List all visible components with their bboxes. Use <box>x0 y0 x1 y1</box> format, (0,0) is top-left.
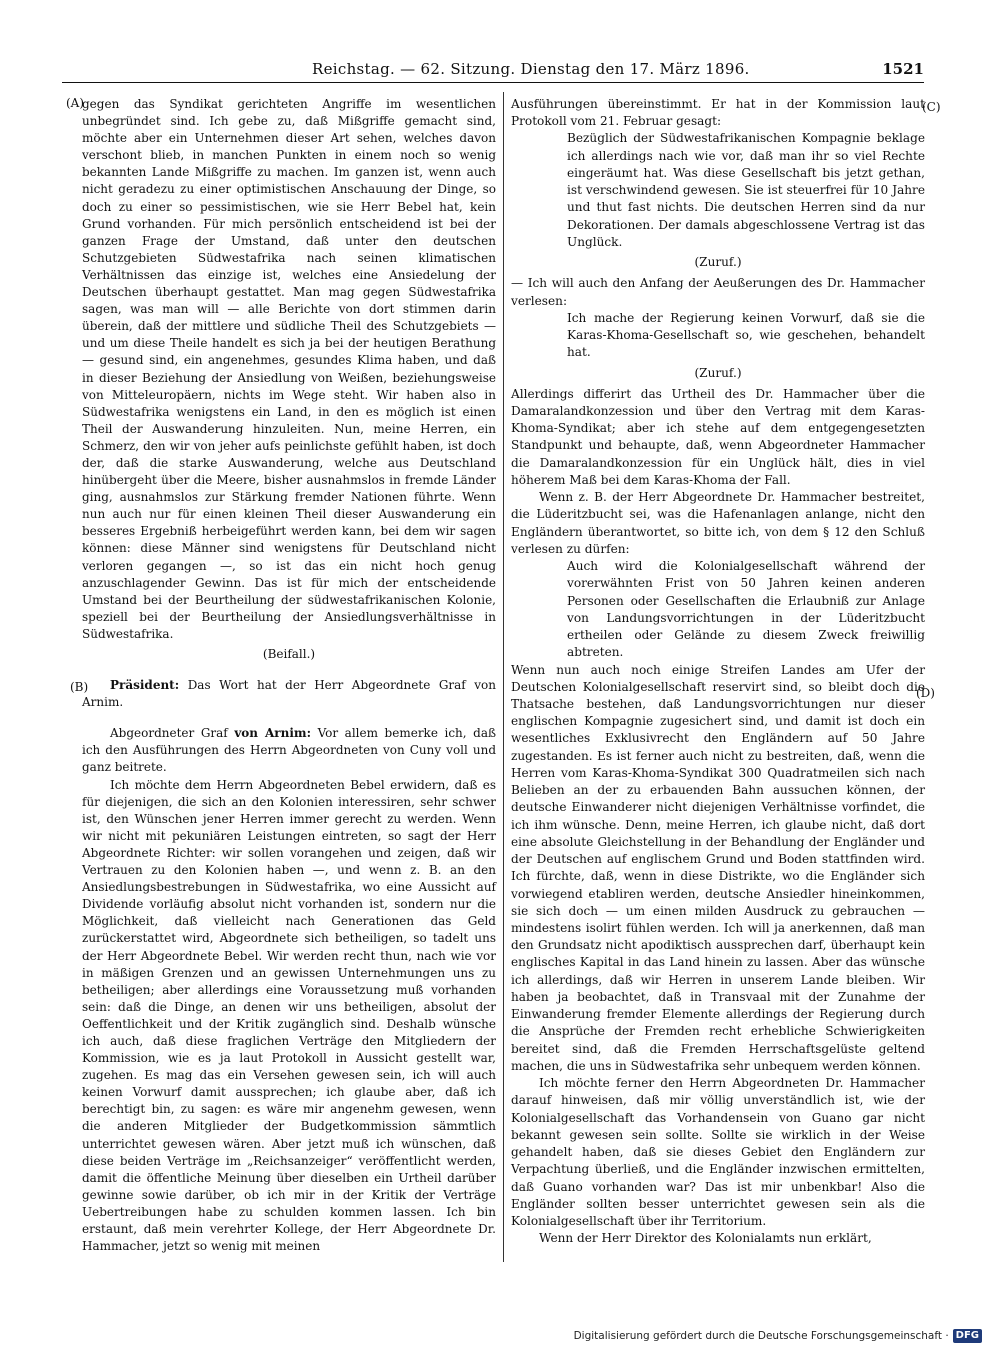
paragraph: Ich möchte dem Herrn Abgeordneten Bebel erwidern, daß es für diejenigen, die sich an den Kolonien interessiren, sehr schwer ist, den Wünschen jener Herren immer gerecht zu werden. Wenn wir nicht mit pekuniären Leistungen eintreten, so sagt der Herr Abgeordnete Richter: wir sollen vorangehen und zeigen, daß wir Vertrauen zu den Kolonien haben —, und wenn z. B. an den Ansiedlungsbestrebungen in Südwestafrika, wo eine Aussicht auf Dividende vorläufig absolut nicht vorhanden ist, sondern nur die Möglichkeit, daß vielleicht nach Generationen das Geld zurückerstattet wird, Abgeordnete sich betheiligen, so tadelt uns der Herr Abgeordnete Bebel. Wir werden recht thun, nach wie vor in mäßigen Grenzen und an gewissen Unternehmungen uns zu betheiligen; aber allerdings eine Voraussetzung muß vorhanden sein: daß die Dinge, an denen wir uns betheiligen, absolut der Oeffentlichkeit und der Kritik zugänglich sind. Deshalb wünsche ich auch, daß diese fraglichen Verträge den Mitgliedern der Kommission, wie es ja laut Protokoll in Aussicht gestellt war, zugehen. Es mag das ein Versehen gewesen sein, ich will auch keinen Vorwurf damit aussprechen; ich glaube aber, daß ich berechtigt bin, zu sagen: es wäre mir angenehm gewesen, wenn die anderen Mitglieder der Budgetkommission sämmtlich unterrichtet gewesen wären. Aber jetzt muß ich wünschen, daß diese beiden Verträge im „Reichsanzeiger“ veröffentlicht werden, damit die öffentliche Meinung über dieselben ein Urtheil darüber gewinne sowie darüber, ob ich mir in der Kritik der Verträge Uebertreibungen habe zu schulden kommen lassen. Ich bin erstaunt, daß mein verehrter Kollege, der Herr Abgeordnete Dr. Hammacher, jetzt so wenig mit meinen <box>82 777 496 1254</box>
margin-marker-a: (A) <box>66 96 85 110</box>
stage-direction: (Zuruf.) <box>694 365 742 380</box>
margin-marker-b: (B) <box>70 680 89 694</box>
paragraph: Wenn nun auch noch einige Streifen Landes am Ufer der Deutschen Kolonialgesellschaft reservirt sind, so bleibt doch die Thatsache bestehen, daß Landungsvorrichtungen nur dieser englischen Kompagnie zugesichert sind, und damit ist doch ein wesentliches Exklusivrecht den Engländern auf 50 Jahre zugestanden. Es ist ferner auch nicht zu bestreiten, daß, wenn die Herren vom Karas-Khoma-Syndikat 300 Quadratmeilen sich nach Belieben an der zu erbauenden Bahn aussuchen können, der deutsche Einwanderer nicht diejenigen Verhältnisse vorfindet, die ich ihm wünsche. Denn, meine Herren, ich glaube nicht, daß dort eine absolute Gleichstellung in der Behandlung der Engländer und der Deutschen auf englischem Grund und Boden stattfinden wird. Ich fürchte, daß, wenn in diese Distrikte, wo die Engländer sich vorwiegend etabliren werden, deutsche Ansiedler hineinkommen, sie sich doch — um einen milden Ausdruck zu gebrauchen — mindestens isolirt fühlen werden. Ich will ja anerkennen, daß man den Grundsatz nicht apodiktisch aussprechen darf, überhaupt kein englisches Kapital in das Land hinein zu lassen. Aber das wünsche ich allerdings, daß wir Herren in unserem Lande bleiben. Wir haben ja beobachtet, daß in Transvaal mit der Zunahme der Einwanderung fremder Elemente allerdings der Regierung durch die Ansprüche der Fremden recht erhebliche Schwierigkeiten bereitet sind, daß die Fremden Herrschaftsgelüste geltend machen, die uns in Südwestafrika sehr unbequem werden können. <box>511 662 925 1073</box>
digitization-credit <box>574 1328 982 1344</box>
speaker-name: Präsident: <box>110 678 180 693</box>
margin-marker-c: (C) <box>922 100 941 114</box>
speech-president <box>82 677 496 711</box>
dfg-logo-icon: DFG <box>953 1329 982 1343</box>
header-rule <box>62 82 924 83</box>
paragraph: — Ich will auch den Anfang der Aeußerungen des Dr. Hammacher verlesen: <box>511 276 925 308</box>
running-title: Reichstag. — 62. Sitzung. Dienstag den 17. März 1896. <box>312 60 750 78</box>
block-quote: Ich mache der Regierung keinen Vorwurf, daß sie die Karas-Khoma-Gesellschaft so, wie geschehen, behandelt hat. <box>567 310 925 360</box>
paragraph: Wenn der Herr Direktor des Kolonialamts nun erklärt, <box>539 1231 872 1246</box>
credit-text: Digitalisierung gefördert durch die Deutsche Forschungsgemeinschaft · <box>573 1330 949 1342</box>
block-quote: Auch wird die Kolonialgesellschaft während der vorerwähnten Frist von 50 Jahren keinen anderen Personen oder Gesellschaften die Erlaubniß zur Anlage von Landungsvorrichtungen in der Lüderitzbucht ertheilen oder Gelände zu diesem Zweck freiwillig abtreten. <box>567 559 925 660</box>
margin-marker-d: (D) <box>916 686 935 700</box>
speech-text: Vor allem bemerke ich, daß ich den Ausführungen des Herrn Abgeordneten von Cuny voll und ganz beitrete. <box>82 726 497 775</box>
page-header <box>62 58 924 80</box>
block-quote: Bezüglich der Südwestafrikanischen Kompagnie beklage ich allerdings nach wie vor, daß man ihr so viel Rechte eingeräumt hat. Was diese Gesellschaft bis jetzt gethan, ist verschwindend gewesen. Sie ist steuerfrei für 10 Jahre und thut fast nichts. Die deutschen Herren sind da nur Dekorationen. Der damals abgeschlossene Vertrag ist das Unglück. <box>567 131 925 249</box>
paragraph: Ich möchte ferner den Herrn Abgeordneten Dr. Hammacher darauf hinweisen, daß mir völlig unverständlich ist, wie der Kolonialgesellschaft das Vorhandensein von Guano gar nicht bekannt gewesen sein sollte. Sollte sie wirklich in der Weise gehandelt haben, daß sie dieses Gebiet den Engländern zur Verpachtung überließ, und die Engländer inzwischen ermittelten, daß Guano vorhanden war? Das ist mir unbenkbar! Also die Engländer sollten besser unterrichtet gewesen sein als die Kolonialgesellschaft über ihr Territorium. <box>511 1076 925 1228</box>
page-number: 1521 <box>882 60 924 78</box>
speech-arnim <box>82 725 496 776</box>
speech-text: Das Wort hat der Herr Abgeordnete Graf von Arnim. <box>82 678 496 710</box>
right-column <box>511 96 925 1247</box>
speaker-title: Abgeordneter Graf <box>110 726 235 741</box>
paragraph: Allerdings differirt das Urtheil des Dr. Hammacher über die Damaralandkonzession und über den Vertrag mit dem Karas-Khoma-Syndikat; aber ich stehe auf dem entgegengesetzten Standpunkt und behaupte, daß, wenn Abgeordneter Hammacher die Damaralandkonzession für ein Unglück hält, dies in viel höherem Maß bei dem Karas-Khoma der Fall. <box>511 386 925 487</box>
paragraph: gegen das Syndikat gerichteten Angriffe im wesentlichen unbegründet sind. Ich gebe zu, daß Mißgriffe gemacht sind, möchte aber ein Unternehmen dieser Art sehen, welches davon verschont blieb, in manchen Punkten in einem noch so wenig bekannten Lande Mißgriffe zu machen. Im ganzen ist, wenn auch nicht geradezu zu einer optimistischen Anschauung der Dinge, so doch zu einer so pessimistischen, wie sie Herr Bebel hat, kein Grund vorhanden. Für mich persönlich entscheidend ist bei der ganzen Frage der Umstand, daß unter den deutschen Schutzgebieten Südwestafrika nach seinen klimatischen Verhältnissen das einzige ist, welches eine Ansiedelung der Deutschen überhaupt gestattet. Man mag gegen Südwestafrika sagen, was man will — alle Berichte von dort stimmen darin überein, daß der mittlere und südliche Theil des Schutzgebiets — und um diese Theile handelt es sich ja bei der heutigen Berathung — gesund sind, ein angenehmes, gesundes Klima haben, und daß in dieser Beziehung der Ansiedlung von Weißen, beziehungsweise von Mitteleuropäern, nichts im Wege steht. Wir haben also in Südwestafrika wenigstens ein Land, in den es möglich ist einen Theil der Auswanderung hinzuleiten. Nun, meine Herren, ein Schmerz, den wir von jeher aufs peinlichste gefühlt haben, ist doch der, daß die starke Auswanderung, welche aus Deutschland hinübergeht über die Meere, bisher ausnahmslos in fremde Länder ging, ausnahmslos zur Stärkung fremder Nationen führte. Wenn nun auch nur für einen kleinen Theil dieser Auswanderung ein besseres Ergebniß herbeigeführt werden kann, bei dem wir sagen können: diese Männer sind wenigstens für Deutschland nicht verloren gegangen —, so ist das ein nicht hoch genug anzuschlagender Gewinn. Das ist für mich der entscheidende Umstand bei der Beurtheilung der südwestafrikanischen Kolonie, speziell bei der Beurtheilung der Ansiedlungsverhältnisse in Südwestafrika. <box>82 97 496 641</box>
stage-direction: (Beifall.) <box>262 647 316 661</box>
left-column <box>82 96 496 1255</box>
stage-direction: (Zuruf.) <box>694 255 742 270</box>
speaker-name: von Arnim: <box>234 726 312 741</box>
paragraph: Ausführungen übereinstimmt. Er hat in der Kommission laut Protokoll vom 21. Februar gesagt: <box>511 97 925 129</box>
paragraph: Wenn z. B. der Herr Abgeordnete Dr. Hammacher bestreitet, die Lüderitzbucht sei, was die Hafenanlagen anlange, nicht den Engländern überantwortet, so bitte ich, von dem § 12 den Schluß verlesen zu dürfen: <box>511 490 925 556</box>
column-divider <box>503 92 504 1262</box>
